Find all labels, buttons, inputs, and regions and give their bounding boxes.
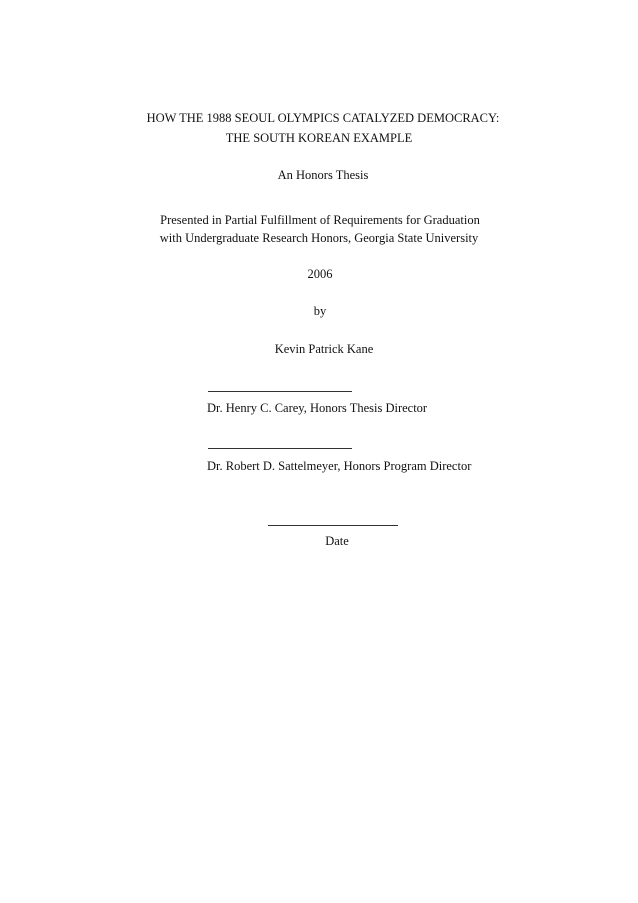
date-line bbox=[268, 525, 398, 526]
signature-line-thesis-director bbox=[208, 391, 352, 392]
thesis-year: 2006 bbox=[307, 267, 333, 281]
date-label: Date bbox=[325, 534, 349, 548]
author-name: Kevin Patrick Kane bbox=[274, 342, 374, 356]
signature-line-program-director bbox=[208, 448, 352, 449]
presented-line-2: with Undergraduate Research Honors, Georgia State University bbox=[159, 231, 479, 245]
thesis-title-line-1: HOW THE 1988 SEOUL OLYMPICS CATALYZED DEMOCRACY: bbox=[146, 111, 500, 125]
signature-label-thesis-director: Dr. Henry C. Carey, Honors Thesis Director bbox=[207, 401, 428, 415]
thesis-type: An Honors Thesis bbox=[277, 168, 369, 182]
signature-label-program-director: Dr. Robert D. Sattelmeyer, Honors Program Director bbox=[207, 459, 472, 473]
by-label: by bbox=[313, 304, 327, 318]
presented-line-1: Presented in Partial Fulfillment of Requirements for Graduation bbox=[160, 213, 480, 227]
thesis-title-line-2: THE SOUTH KOREAN EXAMPLE bbox=[225, 131, 413, 145]
